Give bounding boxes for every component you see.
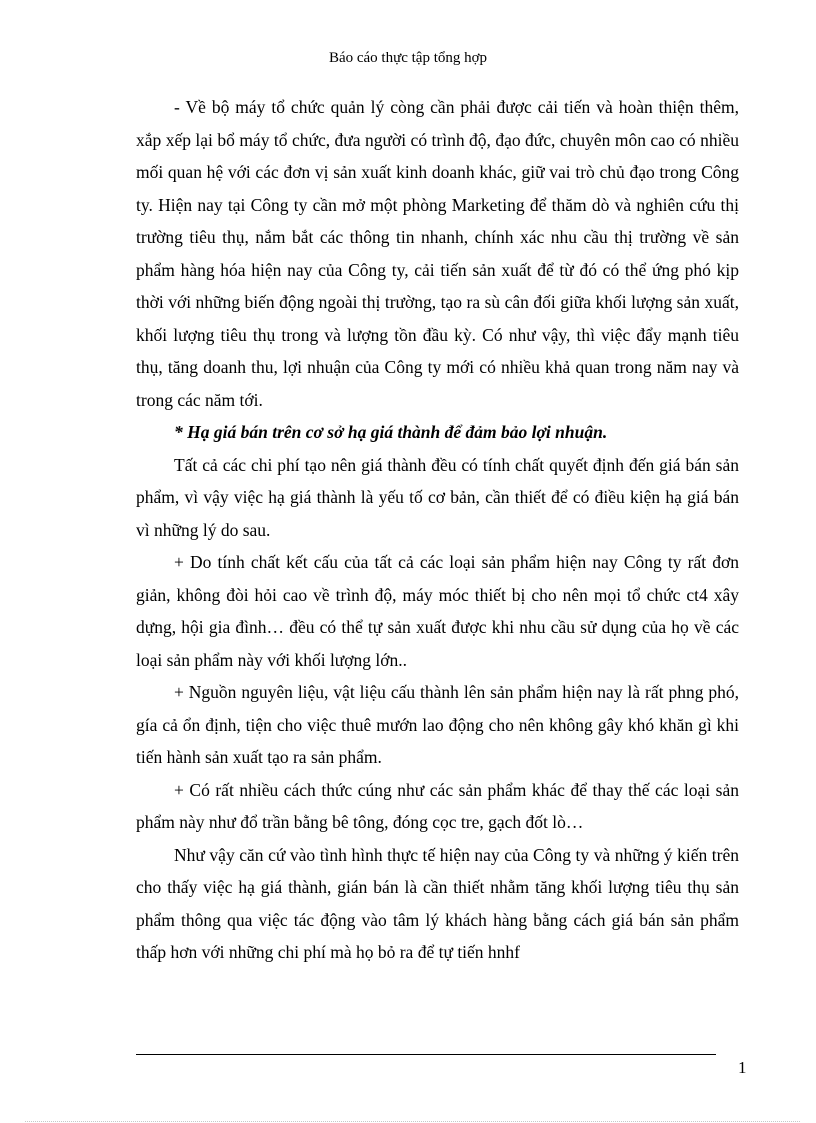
document-body — [136, 91, 739, 969]
page-edge-divider — [25, 1121, 800, 1122]
footer-rule — [136, 1054, 716, 1055]
page-number: 1 — [738, 1058, 747, 1077]
page-header: Báo cáo thực tập tổng hợp — [328, 50, 488, 66]
paragraph-materials: + Nguồn nguyên liệu, vật liệu cấu thành lên sản phẩm hiện nay là rất phng phó, gía cả ổn định, tiện cho việc thuê mướn lao động cho nên không gây khó khăn gì khi tiến hành sản xuất tạo ra sản phẩm. — [136, 682, 739, 767]
paragraph-management: - Về bộ máy tổ chức quản lý còng cần phải được cải tiến và hoàn thiện thêm, xắp xếp lại bổ máy tổ chức, đưa người có trình độ, đạo đức, chuyên môn cao có nhiều mối quan hệ với các đơn vị sản xuất kinh doanh khác, giữ vai trò chủ đạo trong Công ty. Hiện nay tại Công ty cần mở một phòng Marketing để thăm dò và nghiên cứu thị trường tiêu thụ, nắm bắt các thông tin nhanh, chính xác nhu cầu thị trường về sản phẩm hàng hóa hiện nay của Công ty, cải tiến sản xuất để từ đó có thể ứng phó kịp thời với những biến động ngoài thị trường, tạo ra sù cân đối giữa khối lượng sản xuất, khối lượng tiêu thụ trong và lượng tồn đầu kỳ. Có như vậy, thì việc đẩy mạnh tiêu thụ, tăng doanh thu, lợi nhuận của Công ty mới có nhiều khả quan trong năm nay và trong các năm tới. — [136, 97, 739, 410]
section-heading: * Hạ giá bán trên cơ sở hạ giá thành để đảm bảo lợi nhuận. — [174, 422, 608, 442]
paragraph-substitutes: + Có rất nhiều cách thức cúng như các sản phẩm khác để thay thế các loại sản phẩm này như đổ trần bằng bê tông, đóng cọc tre, gạch đốt lò… — [136, 779, 739, 832]
paragraph-costs: Tất cả các chi phí tạo nên giá thành đều có tính chất quyết định đến giá bán sản phẩm, vì vậy việc hạ giá thành là yếu tố cơ bản, cần thiết để có điều kiện hạ giá bán vì những lý do sau. — [136, 454, 739, 540]
paragraph-structure: + Do tính chất kết cấu của tất cả các loại sản phẩm hiện nay Công ty rất đơn giản, không đòi hỏi cao về trình độ, máy móc thiết bị cho nên mọi tổ chức ct4 xây dựng, hội gia đình… đều có thể tự sản xuất được khi nhu cầu sử dụng của họ về các loại sản phẩm này với khối lượng lớn.. — [136, 552, 739, 670]
paragraph-conclusion: Như vậy căn cứ vào tình hình thực tế hiện nay của Công ty và những ý kiến trên cho thấy việc hạ giá thành, gián bán là cần thiết nhằm tăng khối lượng tiêu thụ sản phẩm thông qua việc tác động vào tâm lý khách hàng bằng cách giá bán sản phẩm thấp hơn với những chi phí mà họ bỏ ra để tự tiến hnhf — [136, 844, 739, 962]
